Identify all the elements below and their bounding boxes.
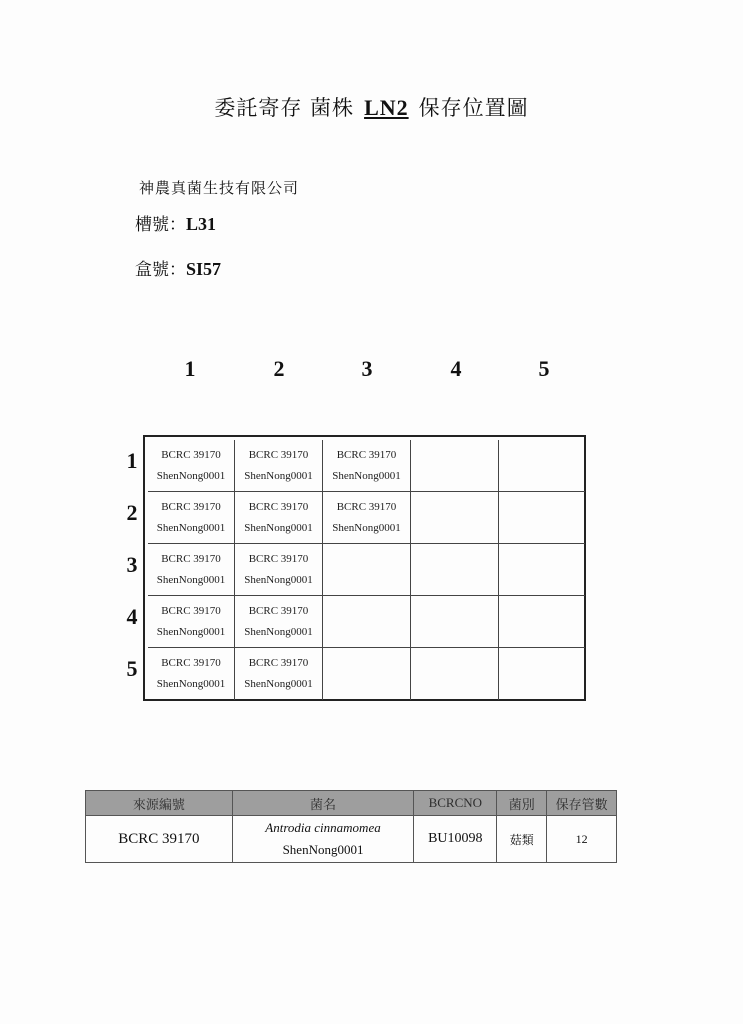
cell-strain: ShenNong0001 (244, 678, 313, 690)
row-header: 5 (126, 656, 138, 681)
grid-cell (148, 440, 235, 492)
cell-strain: ShenNong0001 (156, 469, 226, 482)
cell-bcrc: BCRC 39170 (336, 500, 397, 513)
cell-strain: ShenNong0001 (156, 521, 226, 534)
box-label: 盒號： (135, 260, 186, 280)
grid-cell (499, 648, 585, 700)
bcrc-no-cell: BU10098 (414, 816, 497, 863)
grid-cell (411, 648, 499, 700)
column-header-category: 菌別 (497, 791, 547, 816)
page-title (0, 92, 743, 122)
row-header: 3 (126, 552, 138, 577)
column-header: 1 (184, 356, 196, 381)
title-prefix: 委託寄存 菌株 (214, 96, 355, 120)
grid-cell (411, 440, 499, 492)
grid-cell (235, 492, 323, 544)
storage-box-grid (143, 435, 586, 701)
column-header-tube-count: 保存管數 (547, 791, 617, 816)
category-cell: 菇類 (497, 816, 547, 863)
grid-cell (235, 440, 323, 492)
cell-bcrc: BCRC 39170 (336, 448, 397, 461)
row-header: 4 (126, 604, 138, 629)
cell-strain: ShenNong0001 (156, 625, 226, 638)
strain-label: ShenNong0001 (282, 842, 364, 857)
cell-bcrc: BCRC 39170 (161, 500, 221, 513)
tank-value: L31 (186, 214, 217, 234)
title-code: LN2 (364, 95, 409, 120)
grid-cell (235, 544, 323, 596)
scientific-name: Antrodia cinnamomea (265, 820, 381, 835)
cell-bcrc: BCRC 39170 (248, 604, 309, 617)
grid-cell (411, 492, 499, 544)
cell-bcrc: BCRC 39170 (161, 657, 221, 669)
grid-cell (499, 596, 585, 648)
cell-bcrc: BCRC 39170 (248, 500, 309, 513)
cell-strain: ShenNong0001 (332, 521, 401, 534)
grid-cell (148, 596, 235, 648)
cell-bcrc: BCRC 39170 (161, 448, 221, 461)
grid-cell (323, 648, 411, 700)
cell-bcrc: BCRC 39170 (248, 448, 309, 461)
grid-cell (499, 440, 585, 492)
grid-cell (323, 492, 411, 544)
box-value: SI57 (186, 259, 222, 279)
grid-cell (235, 596, 323, 648)
column-header: 2 (273, 356, 285, 381)
cell-bcrc: BCRC 39170 (248, 657, 309, 669)
cell-strain: ShenNong0001 (244, 521, 313, 534)
tube-count-cell: 12 (547, 816, 617, 863)
row-header: 1 (126, 448, 138, 473)
row-header: 2 (126, 500, 138, 525)
tank-label: 槽號： (135, 215, 186, 235)
cell-strain: ShenNong0001 (244, 625, 313, 638)
cell-strain: ShenNong0001 (156, 678, 226, 690)
column-header-strain-name: 菌名 (232, 791, 414, 816)
grid-cell (323, 544, 411, 596)
grid-cell (148, 544, 235, 596)
table-header-row (86, 791, 617, 816)
column-header-bcrc-no: BCRCNO (414, 791, 497, 816)
tank-number (135, 210, 216, 235)
cell-strain: ShenNong0001 (156, 573, 226, 586)
column-header-source-no: 來源編號 (86, 791, 233, 816)
grid-cell (235, 648, 323, 700)
source-no-cell: BCRC 39170 (86, 816, 233, 863)
table-row (86, 816, 617, 863)
cell-strain: ShenNong0001 (332, 469, 401, 482)
column-header: 4 (450, 356, 462, 381)
strain-name-cell (232, 816, 414, 863)
cell-strain: ShenNong0001 (244, 469, 313, 482)
column-header: 5 (538, 356, 550, 381)
cell-bcrc: BCRC 39170 (248, 552, 309, 565)
grid-cell (499, 492, 585, 544)
grid-cells (148, 440, 584, 699)
grid-cell (148, 648, 235, 700)
title-suffix: 保存位置圖 (418, 96, 529, 120)
strain-info-table (85, 790, 617, 863)
cell-bcrc: BCRC 39170 (161, 552, 221, 565)
box-number (135, 255, 221, 280)
grid-cell (411, 544, 499, 596)
grid-cell (323, 596, 411, 648)
cell-bcrc: BCRC 39170 (161, 604, 221, 617)
cell-strain: ShenNong0001 (244, 573, 313, 586)
grid-cell (411, 596, 499, 648)
column-header: 3 (361, 356, 373, 381)
grid-cell (148, 492, 235, 544)
grid-cell (499, 544, 585, 596)
company-name: 神農真菌生技有限公司 (139, 179, 300, 197)
grid-cell (323, 440, 411, 492)
